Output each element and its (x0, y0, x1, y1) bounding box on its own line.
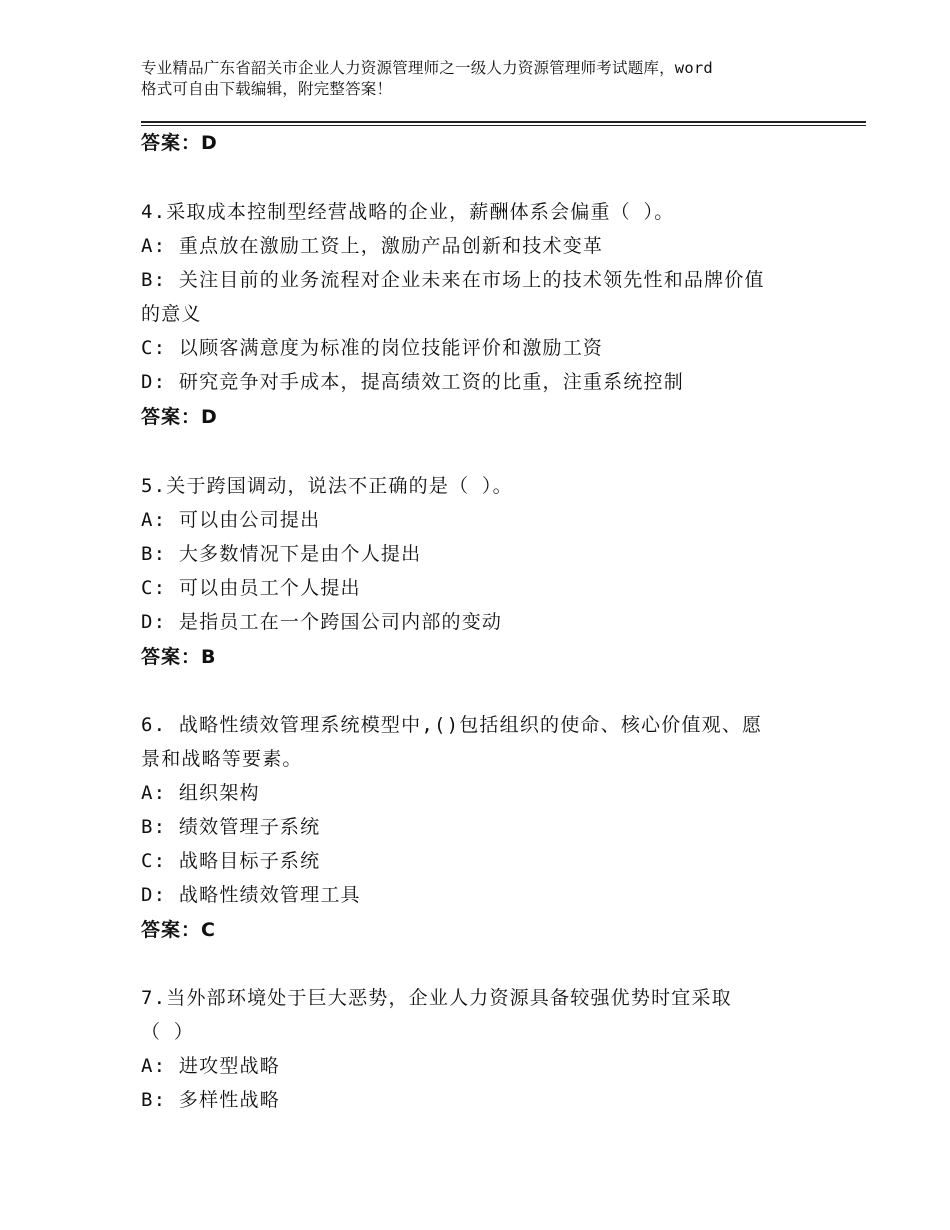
option-c: C: 可以由员工个人提出 (141, 577, 361, 599)
option-a: A: 组织架构 (141, 782, 260, 804)
question-stem: 7.当外部环境处于巨大恶势，企业人力资源具备较强优势时宜采取 (141, 987, 732, 1009)
option-c: C: 战略目标子系统 (141, 850, 321, 872)
option-a: A: 可以由公司提出 (141, 509, 321, 531)
option-b: B: 大多数情况下是由个人提出 (141, 543, 422, 565)
option-d: D: 是指员工在一个跨国公司内部的变动 (141, 611, 503, 633)
answer-label: 答案：B (141, 646, 217, 668)
answer-label: 答案：D (141, 406, 218, 428)
option-b: B: 绩效管理子系统 (141, 816, 321, 838)
option-d: D: 战略性绩效管理工具 (141, 884, 361, 906)
option-b: B: 多样性战略 (141, 1089, 280, 1111)
question-stem: 5.关于跨国调动，说法不正确的是（ ）。 (141, 475, 513, 497)
answer-label: 答案：C (141, 919, 216, 941)
option-d: D: 研究竞争对手成本，提高绩效工资的比重，注重系统控制 (141, 371, 684, 393)
question-stem-continued: 景和战略等要素。 (141, 748, 303, 770)
header-line-1: 专业精品广东省韶关市企业人力资源管理师之一级人力资源管理师考试题库，word (141, 59, 713, 77)
question-stem: 4.采取成本控制型经营战略的企业，薪酬体系会偏重（ ）。 (141, 201, 675, 223)
answer-label: 答案：D (141, 132, 218, 154)
option-a: A: 进攻型战略 (141, 1055, 280, 1077)
header-rule-thick (141, 121, 866, 123)
header-rule-thin (141, 125, 866, 126)
option-c: C: 以顾客满意度为标准的岗位技能评价和激励工资 (141, 337, 604, 359)
question-stem: 6. 战略性绩效管理系统模型中,()包括组织的使命、核心价值观、愿 (141, 714, 763, 736)
header-line-2: 格式可自由下载编辑，附完整答案！ (141, 80, 393, 98)
document-header (141, 58, 821, 100)
option-b-continued: 的意义 (141, 303, 202, 325)
option-a: A: 重点放在激励工资上，激励产品创新和技术变革 (141, 235, 604, 257)
question-stem-continued: （ ） (141, 1021, 195, 1043)
option-b: B: 关注目前的业务流程对企业未来在市场上的技术领先性和品牌价值 (141, 269, 765, 291)
